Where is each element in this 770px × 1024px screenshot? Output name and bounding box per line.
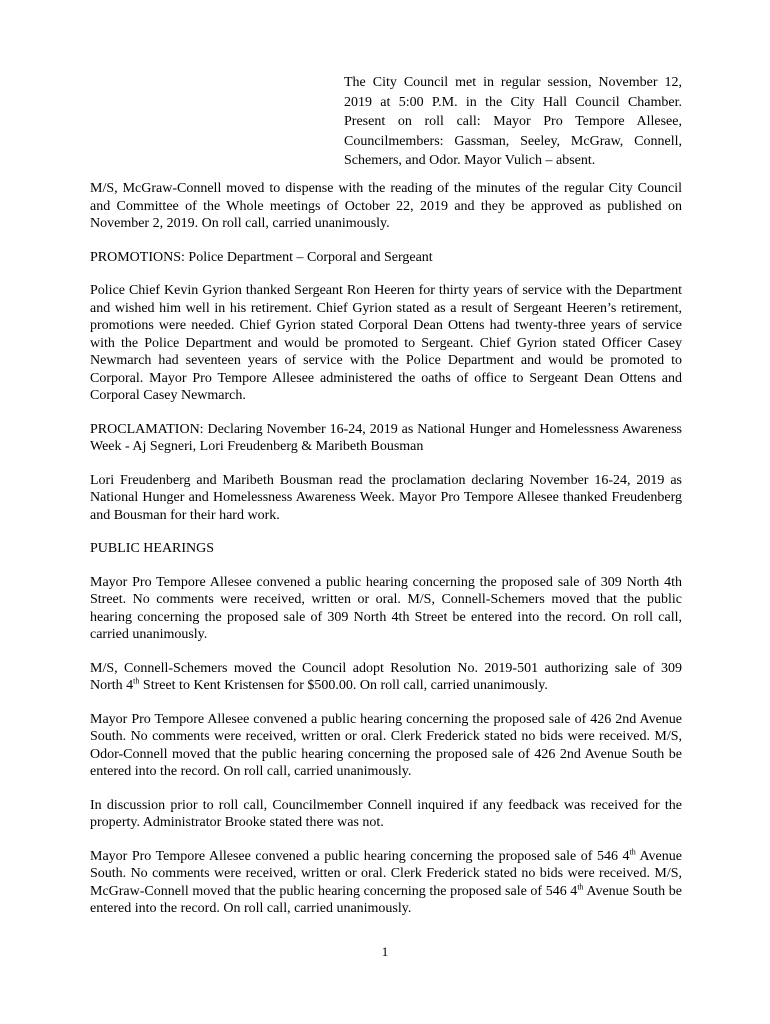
resolution-text-a: M/S, Connell-Schemers moved the Council adopt Resolution No. 2019-501 authorizing sale of 309 North 4	[90, 660, 682, 693]
resolution-paragraph	[90, 660, 682, 695]
hearing-426-2nd-paragraph: Mayor Pro Tempore Allesee convened a public hearing concerning the proposed sale of 426 2nd Avenue South. No comments were received, written or oral. Clerk Frederick stated no bids were received. M/S, Odor-Connell moved that the public hearing concerning the proposed sale of 426 2nd Avenue South be entered into the record. On roll call, carried unanimously.	[90, 711, 682, 779]
promotions-heading: PROMOTIONS: Police Department – Corporal and Sergeant	[90, 249, 433, 265]
promotions-paragraph: Police Chief Kevin Gyrion thanked Sergeant Ron Heeren for thirty years of service with the Department and wished him well in his retirement. Chief Gyrion stated as a result of Sergeant Heeren’s retirement, promotions were needed. Chief Gyrion stated Corporal Dean Ottens had twenty-three years of service with the Police Department and would be promoted to Sergeant. Chief Gyrion stated Officer Casey Newmarch had seventeen years of service with the Police Department and would be promoted to Corporal. Mayor Pro Tempore Allesee administered the oaths of office to Sergeant Dean Ottens and Corporal Casey Newmarch.	[90, 283, 682, 403]
resolution-superscript: th	[133, 676, 140, 686]
proclamation-paragraph: Lori Freudenberg and Maribeth Bousman read the proclamation declaring November 16-24, 2019 as National Hunger and Homelessness Awareness Week. Mayor Pro Tempore Allesee thanked Freudenberg and Bousman for their hard work.	[90, 472, 682, 523]
meeting-intro: The City Council met in regular session, November 12, 2019 at 5:00 P.M. in the City Hall Council Chamber. Present on roll call: Mayor Pro Tempore Allesee, Councilmembers: Gassman, Seeley, McGraw, Connell, Schemers, and Odor. Mayor Vulich – absent.	[344, 75, 682, 168]
discussion-paragraph: In discussion prior to roll call, Councilmember Connell inquired if any feedback was received for the property. Administrator Brooke stated there was not.	[90, 797, 682, 830]
proclamation-heading: PROCLAMATION: Declaring November 16-24, 2019 as National Hunger and Homelessness Awareness Week - Aj Segneri, Lori Freudenberg & Maribeth Bousman	[90, 421, 682, 454]
resolution-text-b: Street to Kent Kristensen for $500.00. On roll call, carried unanimously.	[139, 678, 548, 693]
public-hearings-heading: PUBLIC HEARINGS	[90, 541, 215, 556]
hearing3-superscript-2: th	[577, 881, 584, 891]
minutes-body	[90, 180, 682, 934]
hearing3-text-a: Mayor Pro Tempore Allesee convened a public hearing concerning the proposed sale of 546 4	[90, 848, 630, 864]
hearing-309-north-paragraph: Mayor Pro Tempore Allesee convened a public hearing concerning the proposed sale of 309 North 4th Street. No comments were received, written or oral. M/S, Connell-Schemers moved that the public hearing concerning the proposed sale of 309 North 4th Street be entered into the record. On roll call, carried unanimously.	[90, 574, 682, 642]
hearing-546-4th-paragraph	[90, 848, 682, 918]
hearing3-text-b: Avenue South. No comments were received, written or oral. Clerk Frederick stated no bids were received. M/S, McGraw-Connell moved that the public hearing concerning the proposed sale of 546 4	[90, 848, 682, 899]
hearing3-superscript-1: th	[629, 846, 636, 856]
hearing3-text-c: Avenue South be entered into the record. On roll call, carried unanimously.	[90, 883, 682, 916]
minutes-approval-paragraph: M/S, McGraw-Connell moved to dispense with the reading of the minutes of the regular City Council and Committee of the Whole meetings of October 22, 2019 and they be approved as published on November 2, 2019. On roll call, carried unanimously.	[90, 181, 682, 231]
page-number: 1	[381, 944, 389, 959]
